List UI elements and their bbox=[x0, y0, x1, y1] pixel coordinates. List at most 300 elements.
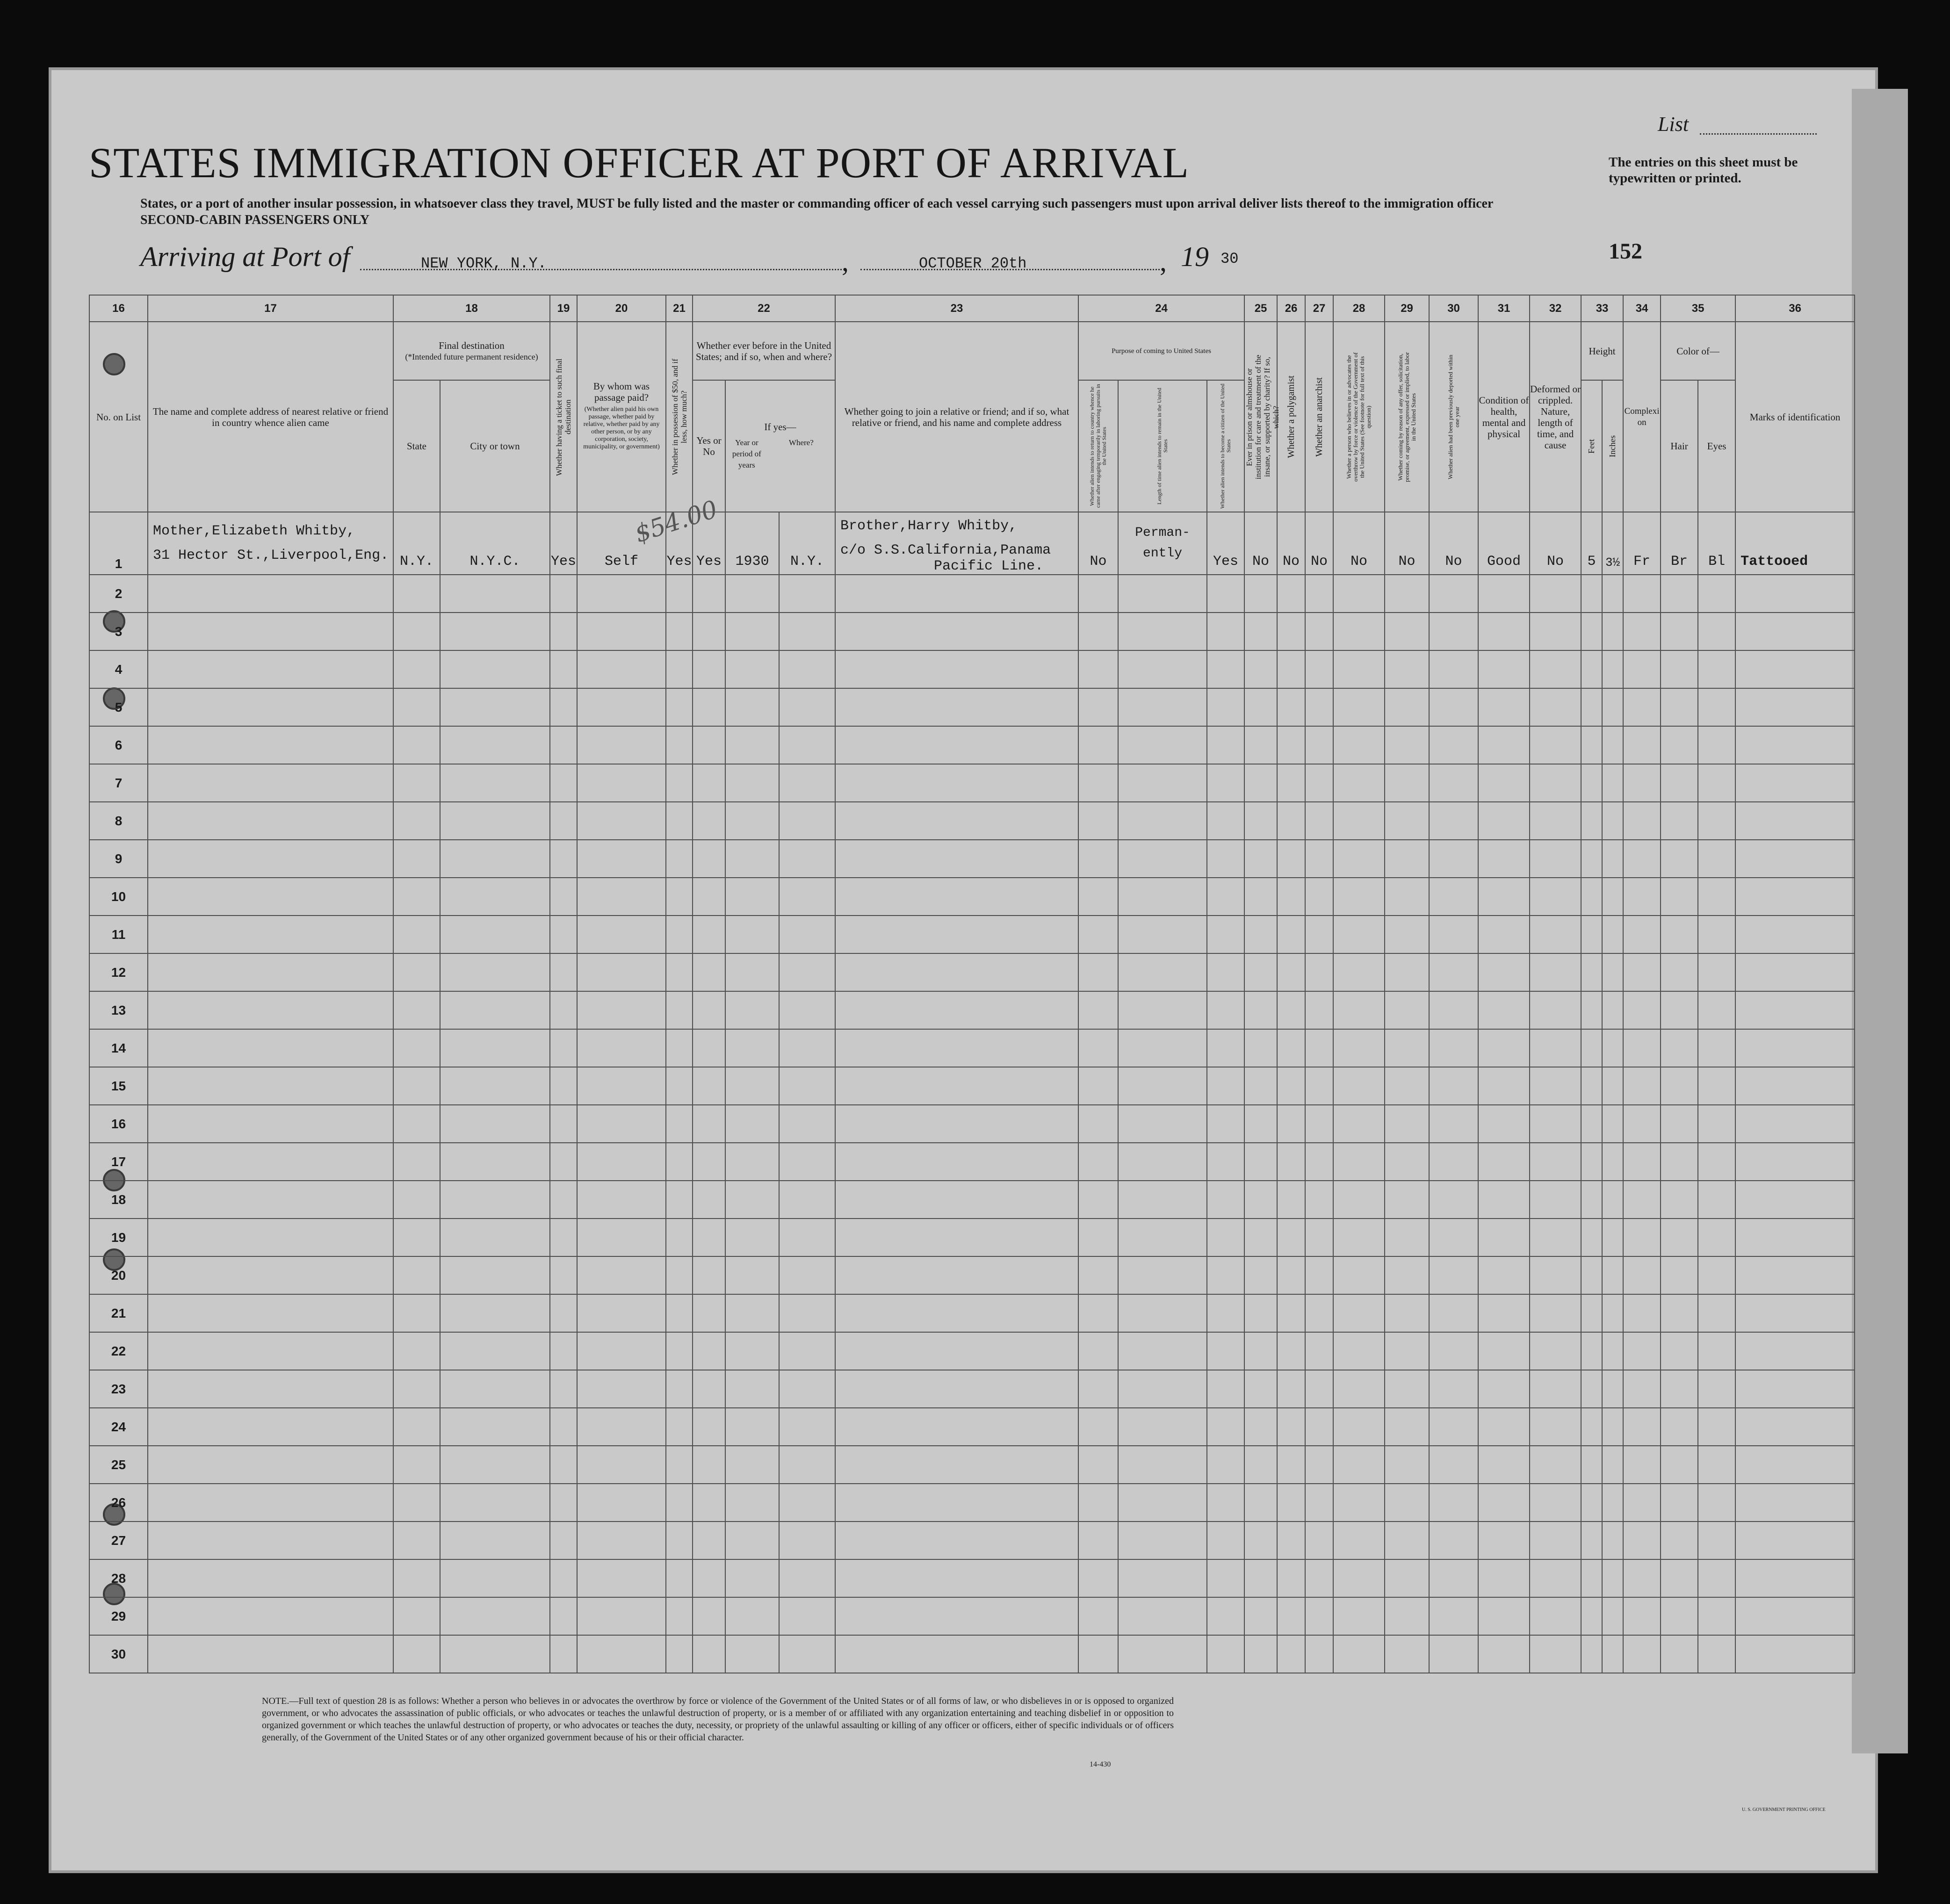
empty-cell bbox=[393, 1559, 440, 1597]
empty-cell bbox=[835, 916, 1078, 953]
joining-line: c/o S.S.California,Panama bbox=[840, 542, 1051, 558]
labor-offer-cell: No bbox=[1385, 512, 1429, 575]
empty-cell bbox=[1207, 1408, 1244, 1446]
empty-cell bbox=[1478, 802, 1530, 840]
empty-cell bbox=[1207, 1256, 1244, 1294]
empty-cell bbox=[835, 1446, 1078, 1484]
empty-cell bbox=[1581, 613, 1602, 650]
empty-cell bbox=[1305, 1597, 1333, 1635]
empty-cell bbox=[835, 1408, 1078, 1446]
table-row bbox=[89, 512, 1855, 575]
table-row bbox=[89, 688, 1855, 726]
header-money bbox=[666, 322, 693, 512]
empty-cell bbox=[1581, 1522, 1602, 1559]
empty-cell bbox=[1581, 1219, 1602, 1256]
empty-cell bbox=[1333, 1597, 1385, 1635]
empty-cell bbox=[1385, 575, 1429, 613]
empty-cell bbox=[440, 916, 550, 953]
labor-offer-label: Whether coming by reason of any offer, solicitation, promise, or agreement, expressed or implied, to labor in the United States bbox=[1396, 352, 1417, 482]
arriving-label: Arriving at Port of bbox=[140, 241, 350, 272]
empty-cell bbox=[148, 1294, 393, 1332]
empty-cell bbox=[1735, 1559, 1855, 1597]
empty-cell bbox=[666, 1522, 693, 1559]
anarchist-cell: No bbox=[1305, 512, 1333, 575]
empty-cell bbox=[1078, 613, 1118, 650]
list-number-line bbox=[1700, 133, 1817, 135]
empty-cell bbox=[1661, 1332, 1698, 1370]
empty-cell bbox=[779, 840, 835, 878]
length-stay-cell bbox=[1118, 512, 1207, 575]
empty-cell bbox=[1602, 916, 1623, 953]
empty-cell bbox=[1333, 1029, 1385, 1067]
overthrow-label: Whether a person who believes in or advocates the overthrow by force or violence of the Government of the United States (See footnote for full text of this question) bbox=[1345, 352, 1372, 482]
empty-cell bbox=[1698, 802, 1735, 840]
empty-cell bbox=[440, 1559, 550, 1597]
empty-cell bbox=[1207, 840, 1244, 878]
empty-cell bbox=[1478, 1219, 1530, 1256]
empty-cell bbox=[1429, 1446, 1478, 1484]
empty-cell bbox=[393, 726, 440, 764]
empty-cell bbox=[1698, 1256, 1735, 1294]
empty-cell bbox=[440, 688, 550, 726]
empty-cell bbox=[1698, 726, 1735, 764]
empty-cell bbox=[1207, 1370, 1244, 1408]
empty-cell bbox=[1602, 1597, 1623, 1635]
empty-cell bbox=[1478, 1332, 1530, 1370]
empty-cell bbox=[1385, 916, 1429, 953]
empty-cell bbox=[1207, 1029, 1244, 1067]
empty-cell bbox=[1623, 1143, 1661, 1181]
header-hair: Hair bbox=[1661, 380, 1698, 512]
empty-cell bbox=[440, 726, 550, 764]
empty-cell bbox=[1429, 1635, 1478, 1673]
empty-cell bbox=[1385, 1408, 1429, 1446]
empty-cell bbox=[1078, 953, 1118, 991]
empty-cell bbox=[577, 764, 666, 802]
empty-cell bbox=[577, 575, 666, 613]
empty-cell bbox=[693, 688, 725, 726]
column-number: 25 bbox=[1244, 295, 1277, 322]
column-number: 35 bbox=[1661, 295, 1735, 322]
empty-cell bbox=[1530, 726, 1581, 764]
empty-cell bbox=[1333, 1484, 1385, 1522]
empty-cell bbox=[1078, 1105, 1118, 1143]
empty-cell bbox=[1530, 840, 1581, 878]
empty-cell bbox=[1207, 1067, 1244, 1105]
empty-cell bbox=[1530, 878, 1581, 916]
empty-cell bbox=[1661, 840, 1698, 878]
empty-cell bbox=[148, 726, 393, 764]
empty-cell bbox=[577, 1029, 666, 1067]
header-yes-no: Yes or No bbox=[693, 380, 725, 512]
empty-cell bbox=[725, 1143, 779, 1181]
empty-cell bbox=[835, 1181, 1078, 1219]
empty-cell bbox=[1698, 1067, 1735, 1105]
empty-cell bbox=[1602, 1219, 1623, 1256]
polygamist-label: Whether a polygamist bbox=[1286, 375, 1296, 458]
empty-cell bbox=[148, 575, 393, 613]
empty-cell bbox=[1530, 1181, 1581, 1219]
empty-cell bbox=[1207, 1181, 1244, 1219]
row-number: 5 bbox=[89, 688, 148, 726]
header-row-top bbox=[89, 322, 1855, 380]
empty-cell bbox=[1277, 1408, 1305, 1446]
empty-cell bbox=[1602, 840, 1623, 878]
empty-cell bbox=[393, 575, 440, 613]
empty-cell bbox=[1698, 1408, 1735, 1446]
empty-cell bbox=[1478, 613, 1530, 650]
empty-cell bbox=[1661, 802, 1698, 840]
empty-cell bbox=[1478, 1181, 1530, 1219]
empty-cell bbox=[1305, 953, 1333, 991]
empty-cell bbox=[1244, 650, 1277, 688]
empty-cell bbox=[393, 1522, 440, 1559]
empty-cell bbox=[1118, 650, 1207, 688]
empty-cell bbox=[725, 1219, 779, 1256]
table-row bbox=[89, 726, 1855, 764]
table-row bbox=[89, 1559, 1855, 1597]
polygamist-cell: No bbox=[1277, 512, 1305, 575]
empty-cell bbox=[1429, 1332, 1478, 1370]
empty-cell bbox=[666, 650, 693, 688]
empty-cell bbox=[1530, 764, 1581, 802]
final-destination-label: Final destination bbox=[439, 339, 505, 351]
empty-cell bbox=[693, 1484, 725, 1522]
empty-cell bbox=[1623, 1029, 1661, 1067]
empty-cell bbox=[1429, 688, 1478, 726]
column-number: 31 bbox=[1478, 295, 1530, 322]
empty-cell bbox=[1078, 1635, 1118, 1673]
empty-cell bbox=[148, 1332, 393, 1370]
empty-cell bbox=[1118, 1559, 1207, 1597]
empty-cell bbox=[1698, 916, 1735, 953]
empty-cell bbox=[148, 916, 393, 953]
empty-cell bbox=[1429, 1597, 1478, 1635]
empty-cell bbox=[725, 1559, 779, 1597]
empty-cell bbox=[1305, 1219, 1333, 1256]
empty-cell bbox=[1698, 1522, 1735, 1559]
empty-cell bbox=[1207, 1446, 1244, 1484]
empty-cell bbox=[779, 1446, 835, 1484]
row-number: 6 bbox=[89, 726, 148, 764]
empty-cell bbox=[1581, 1484, 1602, 1522]
empty-cell bbox=[666, 613, 693, 650]
empty-cell bbox=[1207, 1635, 1244, 1673]
empty-cell bbox=[1623, 1332, 1661, 1370]
empty-cell bbox=[1623, 688, 1661, 726]
empty-cell bbox=[1118, 991, 1207, 1029]
empty-cell bbox=[440, 764, 550, 802]
empty-cell bbox=[577, 1635, 666, 1673]
empty-cell bbox=[1661, 991, 1698, 1029]
prison-cell: No bbox=[1244, 512, 1277, 575]
where-cell: N.Y. bbox=[779, 512, 835, 575]
empty-cell bbox=[1735, 726, 1855, 764]
empty-cell bbox=[1530, 1408, 1581, 1446]
empty-cell bbox=[1244, 802, 1277, 840]
empty-cell bbox=[1735, 1294, 1855, 1332]
empty-cell bbox=[693, 613, 725, 650]
column-number: 26 bbox=[1277, 295, 1305, 322]
empty-cell bbox=[393, 953, 440, 991]
empty-cell bbox=[1429, 991, 1478, 1029]
empty-cell bbox=[1530, 1029, 1581, 1067]
typewritten-note: The entries on this sheet must be typewritten or printed. bbox=[1609, 155, 1798, 186]
empty-cell bbox=[725, 1446, 779, 1484]
empty-cell bbox=[1078, 1522, 1118, 1559]
empty-cell bbox=[835, 840, 1078, 878]
table-row bbox=[89, 1219, 1855, 1256]
empty-cell bbox=[666, 1370, 693, 1408]
passage-paid-label: By whom was passage paid? bbox=[593, 380, 650, 403]
health-cell: Good bbox=[1478, 512, 1530, 575]
empty-cell bbox=[779, 1143, 835, 1181]
empty-cell bbox=[440, 1522, 550, 1559]
empty-cell bbox=[1305, 991, 1333, 1029]
empty-cell bbox=[1207, 1559, 1244, 1597]
empty-cell bbox=[393, 1256, 440, 1294]
empty-cell bbox=[577, 1143, 666, 1181]
empty-cell bbox=[1244, 1408, 1277, 1446]
empty-cell bbox=[1735, 1181, 1855, 1219]
empty-cell bbox=[393, 840, 440, 878]
relative-line: 31 Hector St.,Liverpool,Eng. bbox=[153, 548, 389, 563]
empty-cell bbox=[666, 1559, 693, 1597]
empty-cell bbox=[1581, 575, 1602, 613]
empty-cell bbox=[1661, 1256, 1698, 1294]
empty-cell bbox=[1602, 726, 1623, 764]
empty-cell bbox=[1207, 953, 1244, 991]
empty-cell bbox=[1078, 991, 1118, 1029]
empty-cell bbox=[1698, 1143, 1735, 1181]
empty-cell bbox=[1581, 1446, 1602, 1484]
empty-cell bbox=[393, 1143, 440, 1181]
deported-cell: No bbox=[1429, 512, 1478, 575]
empty-cell bbox=[440, 1219, 550, 1256]
empty-cell bbox=[1333, 1332, 1385, 1370]
empty-cell bbox=[666, 916, 693, 953]
empty-cell bbox=[1385, 991, 1429, 1029]
empty-cell bbox=[1244, 1256, 1277, 1294]
empty-cell bbox=[666, 991, 693, 1029]
empty-cell bbox=[1277, 650, 1305, 688]
empty-cell bbox=[835, 1143, 1078, 1181]
header-length-stay bbox=[1118, 380, 1207, 512]
empty-cell bbox=[393, 1181, 440, 1219]
empty-cell bbox=[1305, 1256, 1333, 1294]
empty-cell bbox=[440, 1143, 550, 1181]
empty-cell bbox=[1661, 1029, 1698, 1067]
empty-cell bbox=[1207, 802, 1244, 840]
empty-cell bbox=[393, 764, 440, 802]
empty-cell bbox=[666, 1484, 693, 1522]
empty-cell bbox=[1661, 1294, 1698, 1332]
empty-cell bbox=[666, 1105, 693, 1143]
empty-cell bbox=[1698, 650, 1735, 688]
empty-cell bbox=[1207, 1522, 1244, 1559]
empty-cell bbox=[1661, 1067, 1698, 1105]
empty-cell bbox=[779, 1332, 835, 1370]
empty-cell bbox=[1698, 1370, 1735, 1408]
empty-cell bbox=[779, 1067, 835, 1105]
empty-cell bbox=[835, 1256, 1078, 1294]
empty-cell bbox=[1244, 1219, 1277, 1256]
empty-cell bbox=[1623, 916, 1661, 953]
empty-cell bbox=[1305, 1029, 1333, 1067]
empty-cell bbox=[1602, 1332, 1623, 1370]
deformed-cell: No bbox=[1530, 512, 1581, 575]
header-before-in-us: Whether ever before in the United States; and if so, when and where? bbox=[693, 322, 835, 380]
empty-cell bbox=[1277, 1635, 1305, 1673]
empty-cell bbox=[1277, 726, 1305, 764]
empty-cell bbox=[1429, 1067, 1478, 1105]
empty-cell bbox=[835, 802, 1078, 840]
empty-cell bbox=[577, 1446, 666, 1484]
paid-by-value: Self bbox=[605, 554, 639, 570]
empty-cell bbox=[1698, 1219, 1735, 1256]
empty-cell bbox=[1305, 1105, 1333, 1143]
empty-cell bbox=[1118, 1256, 1207, 1294]
empty-cell bbox=[725, 1332, 779, 1370]
empty-cell bbox=[1118, 878, 1207, 916]
empty-cell bbox=[1429, 575, 1478, 613]
empty-cell bbox=[577, 650, 666, 688]
empty-cell bbox=[1735, 1370, 1855, 1408]
row-number: 26 bbox=[89, 1484, 148, 1522]
row-number: 22 bbox=[89, 1332, 148, 1370]
table-row bbox=[89, 1446, 1855, 1484]
empty-cell bbox=[393, 650, 440, 688]
relative-cell bbox=[148, 512, 393, 575]
empty-cell bbox=[1602, 1181, 1623, 1219]
empty-cell bbox=[1602, 1105, 1623, 1143]
empty-cell bbox=[1602, 575, 1623, 613]
header-prison bbox=[1244, 322, 1281, 512]
empty-cell bbox=[1602, 1370, 1623, 1408]
empty-cell bbox=[577, 953, 666, 991]
empty-cell bbox=[1333, 1143, 1385, 1181]
empty-cell bbox=[148, 1597, 393, 1635]
empty-cell bbox=[1078, 726, 1118, 764]
empty-cell bbox=[1429, 1559, 1478, 1597]
empty-cell bbox=[835, 1067, 1078, 1105]
joining-cell bbox=[835, 512, 1078, 575]
empty-cell bbox=[1333, 878, 1385, 916]
empty-cell bbox=[393, 1067, 440, 1105]
empty-cell bbox=[1118, 613, 1207, 650]
empty-cell bbox=[1623, 1294, 1661, 1332]
empty-cell bbox=[1623, 840, 1661, 878]
empty-cell bbox=[1429, 1105, 1478, 1143]
empty-cell bbox=[693, 1522, 725, 1559]
empty-cell bbox=[779, 1219, 835, 1256]
empty-cell bbox=[725, 840, 779, 878]
empty-cell bbox=[1530, 916, 1581, 953]
empty-cell bbox=[148, 1029, 393, 1067]
empty-cell bbox=[1277, 1370, 1305, 1408]
empty-cell bbox=[1305, 726, 1333, 764]
empty-cell bbox=[1207, 1105, 1244, 1143]
empty-cell bbox=[835, 726, 1078, 764]
length-stay-line: ently bbox=[1143, 546, 1183, 561]
empty-cell bbox=[550, 840, 577, 878]
header-height: Height bbox=[1581, 322, 1623, 380]
empty-cell bbox=[1478, 878, 1530, 916]
empty-cell bbox=[1277, 1219, 1305, 1256]
empty-cell bbox=[1305, 575, 1333, 613]
empty-cell bbox=[666, 840, 693, 878]
empty-cell bbox=[577, 1105, 666, 1143]
empty-cell bbox=[1530, 1597, 1581, 1635]
empty-cell bbox=[1244, 764, 1277, 802]
empty-cell bbox=[1277, 1559, 1305, 1597]
empty-cell bbox=[1478, 1559, 1530, 1597]
empty-cell bbox=[1602, 613, 1623, 650]
complexion-cell: Fr bbox=[1623, 512, 1661, 575]
table-row bbox=[89, 1484, 1855, 1522]
empty-cell bbox=[1581, 726, 1602, 764]
empty-cell bbox=[1602, 764, 1623, 802]
hair-cell: Br bbox=[1661, 512, 1698, 575]
empty-cell bbox=[1478, 726, 1530, 764]
empty-cell bbox=[1623, 575, 1661, 613]
empty-cell bbox=[725, 1635, 779, 1673]
row-number: 27 bbox=[89, 1522, 148, 1559]
empty-cell bbox=[835, 764, 1078, 802]
empty-cell bbox=[693, 1408, 725, 1446]
empty-cell bbox=[1478, 764, 1530, 802]
relative-line: Mother,Elizabeth Whitby, bbox=[153, 523, 355, 539]
empty-cell bbox=[1602, 650, 1623, 688]
sheet-number: 152 bbox=[1609, 239, 1642, 264]
empty-cell bbox=[1118, 1484, 1207, 1522]
empty-cell bbox=[1385, 1256, 1429, 1294]
empty-cell bbox=[666, 1294, 693, 1332]
header-return-country bbox=[1078, 380, 1118, 512]
before-in-us-cell: Yes bbox=[693, 512, 725, 575]
empty-cell bbox=[666, 802, 693, 840]
empty-cell bbox=[1530, 1446, 1581, 1484]
empty-cell bbox=[1118, 1370, 1207, 1408]
empty-cell bbox=[550, 1635, 577, 1673]
empty-cell bbox=[1661, 1219, 1698, 1256]
empty-cell bbox=[1429, 1522, 1478, 1559]
empty-cell bbox=[1698, 1559, 1735, 1597]
empty-cell bbox=[1333, 840, 1385, 878]
empty-cell bbox=[835, 650, 1078, 688]
table-row bbox=[89, 916, 1855, 953]
table-row bbox=[89, 1256, 1855, 1294]
empty-cell bbox=[1602, 1635, 1623, 1673]
row-number: 29 bbox=[89, 1597, 148, 1635]
empty-cell bbox=[1735, 688, 1855, 726]
empty-cell bbox=[1735, 575, 1855, 613]
empty-cell bbox=[550, 764, 577, 802]
table-row bbox=[89, 802, 1855, 840]
empty-cell bbox=[440, 1181, 550, 1219]
empty-cell bbox=[666, 575, 693, 613]
empty-cell bbox=[148, 1143, 393, 1181]
empty-cell bbox=[1118, 1219, 1207, 1256]
empty-cell bbox=[1581, 802, 1602, 840]
empty-cell bbox=[1735, 802, 1855, 840]
empty-cell bbox=[1478, 688, 1530, 726]
empty-cell bbox=[1698, 1181, 1735, 1219]
empty-cell bbox=[1602, 1446, 1623, 1484]
empty-cell bbox=[1078, 1559, 1118, 1597]
column-number: 27 bbox=[1305, 295, 1333, 322]
header-final-destination bbox=[393, 322, 550, 380]
